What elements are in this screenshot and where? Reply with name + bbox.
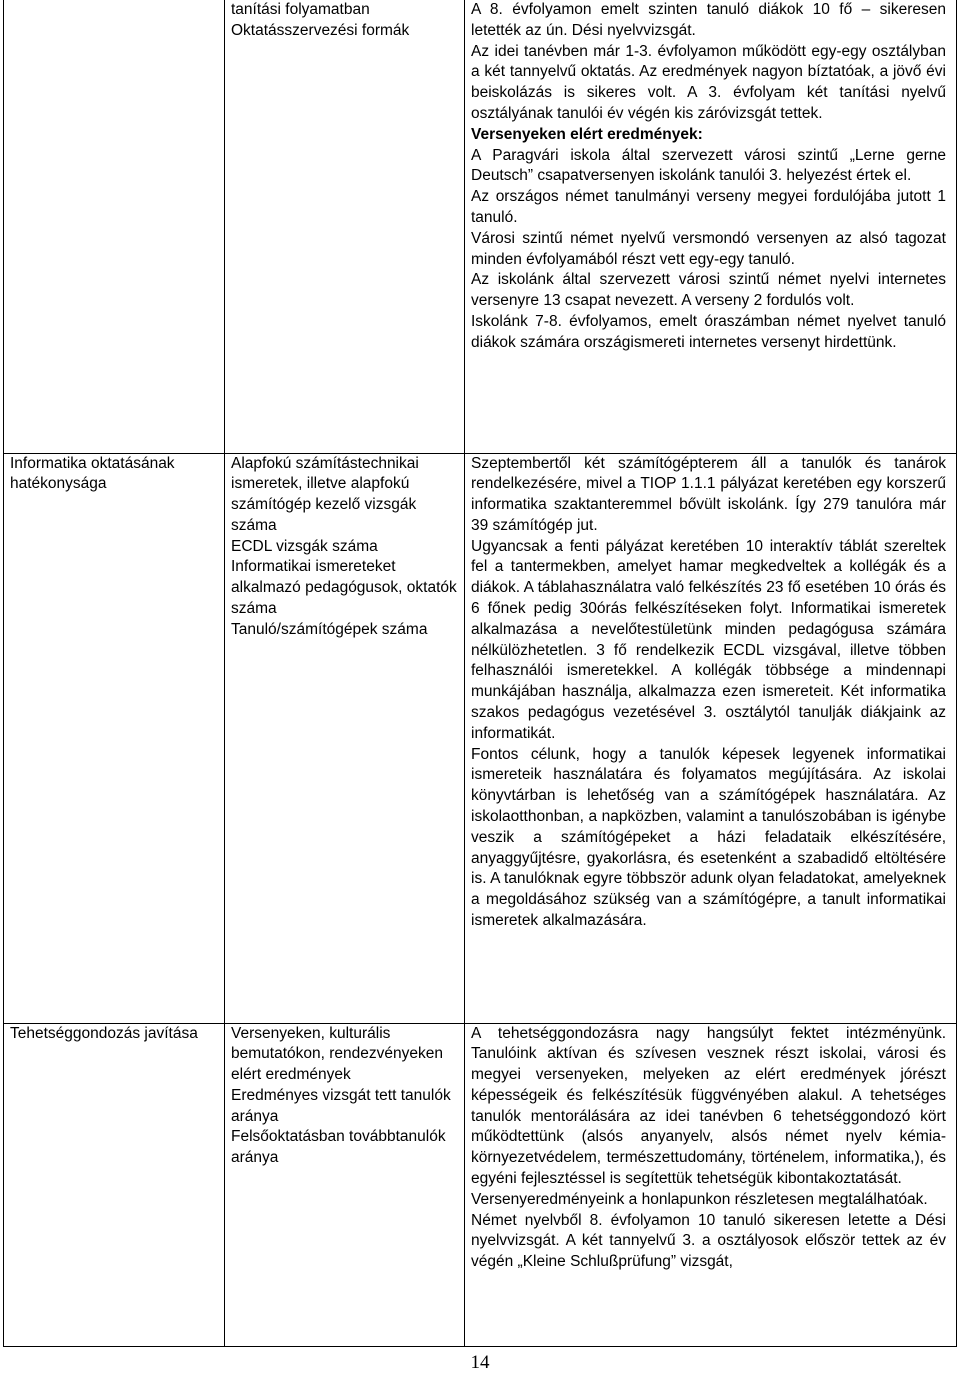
evaluation-cell bbox=[465, 1023, 957, 1347]
criteria-item: Alapfokú számítástechnikai ismeretek, illetve alapfokú számítógép kezelő vizsgák száma bbox=[231, 454, 419, 534]
area-cell: Informatika oktatásának hatékonysága bbox=[4, 453, 225, 1023]
evaluation-paragraph: Iskolánk 7-8. évfolyamos, emelt óraszámban német nyelvet tanuló diákok számára országismereti internetes versenyt hirdettünk. bbox=[471, 312, 946, 351]
evaluation-heading: Versenyeken elért eredmények: bbox=[471, 125, 703, 143]
criteria-cell bbox=[225, 1023, 465, 1347]
evaluation-paragraph: Városi szintű német nyelvű versmondó versenyen az alsó tagozat minden évfolyamából részt vett egy-egy tanuló. bbox=[471, 229, 946, 268]
criteria-item: Tanuló/számítógépek száma bbox=[231, 620, 428, 638]
evaluation-paragraph: Az iskolánk által szervezett városi szintű német nyelvi internetes versenyre 13 csapat nevezett. A verseny 2 fordulós volt. bbox=[471, 271, 946, 310]
criteria-item: Versenyeken, kulturális bemutatókon, rendezvényeken elért eredmények bbox=[231, 1024, 443, 1084]
evaluation-paragraph: A Paragvári iskola által szervezett városi szintű „Lerne gerne Deutsch” csapatversenyen iskolánk tanulói 3. helyezést értek el. bbox=[471, 146, 946, 185]
evaluation-paragraph: Szeptembertől két számítógépterem áll a tanulók és tanárok rendelkezésére, mivel a TIOP 1.1.1 pályázat keretében egy korszerű informatika szaktanteremmel bővült iskolánk. Így 279 tanulóra már 39 számítógép jut. bbox=[471, 454, 946, 534]
page-number: 14 bbox=[470, 1352, 490, 1373]
evaluation-paragraph: Az idei tanévben már 1-3. évfolyamon működött egy-egy osztályban a két tannyelvű oktatás. Az eredmények nagyon bíztatóak, a jövő évi beiskolázás is sikeres volt. A 3. évfolyam két tanítási nyelvű osztályának tanulói év végén kis záróvizsgát tettek. bbox=[471, 42, 946, 122]
evaluation-paragraph: Az országos német tanulmányi verseny megyei fordulójába jutott 1 tanuló. bbox=[471, 188, 946, 226]
criteria-item: ECDL vizsgák száma bbox=[231, 537, 378, 555]
table-row-informatics bbox=[4, 453, 957, 1023]
evaluation-cell bbox=[465, 0, 957, 453]
evaluation-paragraph: A tehetséggondozásra nagy hangsúlyt fektet intézményünk. Tanulóink aktívan és szívesen vesznek részt iskolai, városi és megyei versenyeken, melyeken az elért eredmények jórészt képességeik és felkészítésük függvényében alakul. A tehetséges tanulók mentorálására az idei tanévben 6 tehetséggondozó kört működtettünk (alsós anyanyelv, alsós német nyelv kémia-környezetvédelem, természettudomány, történelem, informatika,), és egyéni fejlesztéssel is segítettük tehetségük kibontakoztatását. bbox=[471, 1024, 946, 1188]
area-cell: Tehetséggondozás javítása bbox=[4, 1023, 225, 1347]
criteria-item: Oktatásszervezési formák bbox=[231, 21, 410, 39]
criteria-cell bbox=[225, 0, 465, 453]
criteria-cell bbox=[225, 453, 465, 1023]
table-row-talent bbox=[4, 1023, 957, 1347]
criteria-item: tanítási folyamatban bbox=[231, 1, 370, 18]
table-row-language bbox=[4, 0, 957, 453]
evaluation-paragraph: Fontos célunk, hogy a tanulók képesek legyenek informatikai ismereteik használatára és folyamatos megújítására. Az iskolai könyvtárban is lehetőség van a számítógépek használatára. Az iskolaotthonban, a napközben, valamint a tanulószobában is igénybe veszik a számítógépeket a házi feladataik elkészítésére, anyaggyűjtésre, gyakorlásra, és esetenként a szabadidő eltöltésére is. A tanulóknak egyre többször adunk olyan feladatokat, amelyeknek a megoldásához szükség van a számítógépre, a tanult informatikai ismeretek alkalmazására. bbox=[471, 745, 946, 930]
evaluation-paragraph: A 8. évfolyamon emelt szinten tanuló diákok 10 fő – sikeresen letették az ún. Dési nyelvvizsgát. bbox=[471, 1, 946, 39]
criteria-item: Felsőoktatásban továbbtanulók aránya bbox=[231, 1128, 446, 1167]
area-cell bbox=[4, 0, 225, 453]
evaluation-paragraph: Német nyelvből 8. évfolyamon 10 tanuló sikeresen letette a Dési nyelvvizsgát. A két tannyelvű 3. a osztályosok először tettek az év végén „Kleine Schlußprüfung” vizsgát, bbox=[471, 1211, 946, 1271]
criteria-item: Eredményes vizsgát tett tanulók aránya bbox=[231, 1086, 451, 1125]
evaluation-paragraph: Ugyancsak a fenti pályázat keretében 10 interaktív táblát szereltek fel a tantermekben, amelyet hamar megkedveltek a kollégák és a diákok. A táblahasználatra való felkészítés 23 fő esetében 10 órás és 6 főnek pedig 30órás felkészítéseken folyt. Informatikai ismeretek alkalmazása a nevelőtestületünk minden pedagógusa számára nélkülözhetetlen. 3 fő rendelkezik ECDL vizsgával, illetve többen felhasználói ismeretekkel. A kollégák többsége a mindennapi munkájában használja, alkalmazza ezen ismereteit. Két informatika szakos pedagógus vezetésével 3. osztálytól tanulják diákjaink az informatikát. bbox=[471, 537, 946, 742]
evaluation-table bbox=[3, 0, 957, 1347]
criteria-item: Informatikai ismereteket alkalmazó pedagógusok, oktatók száma bbox=[231, 558, 457, 618]
evaluation-cell bbox=[465, 453, 957, 1023]
evaluation-paragraph: Versenyeredményeink a honlapunkon részletesen megtalálhatóak. bbox=[471, 1190, 928, 1208]
